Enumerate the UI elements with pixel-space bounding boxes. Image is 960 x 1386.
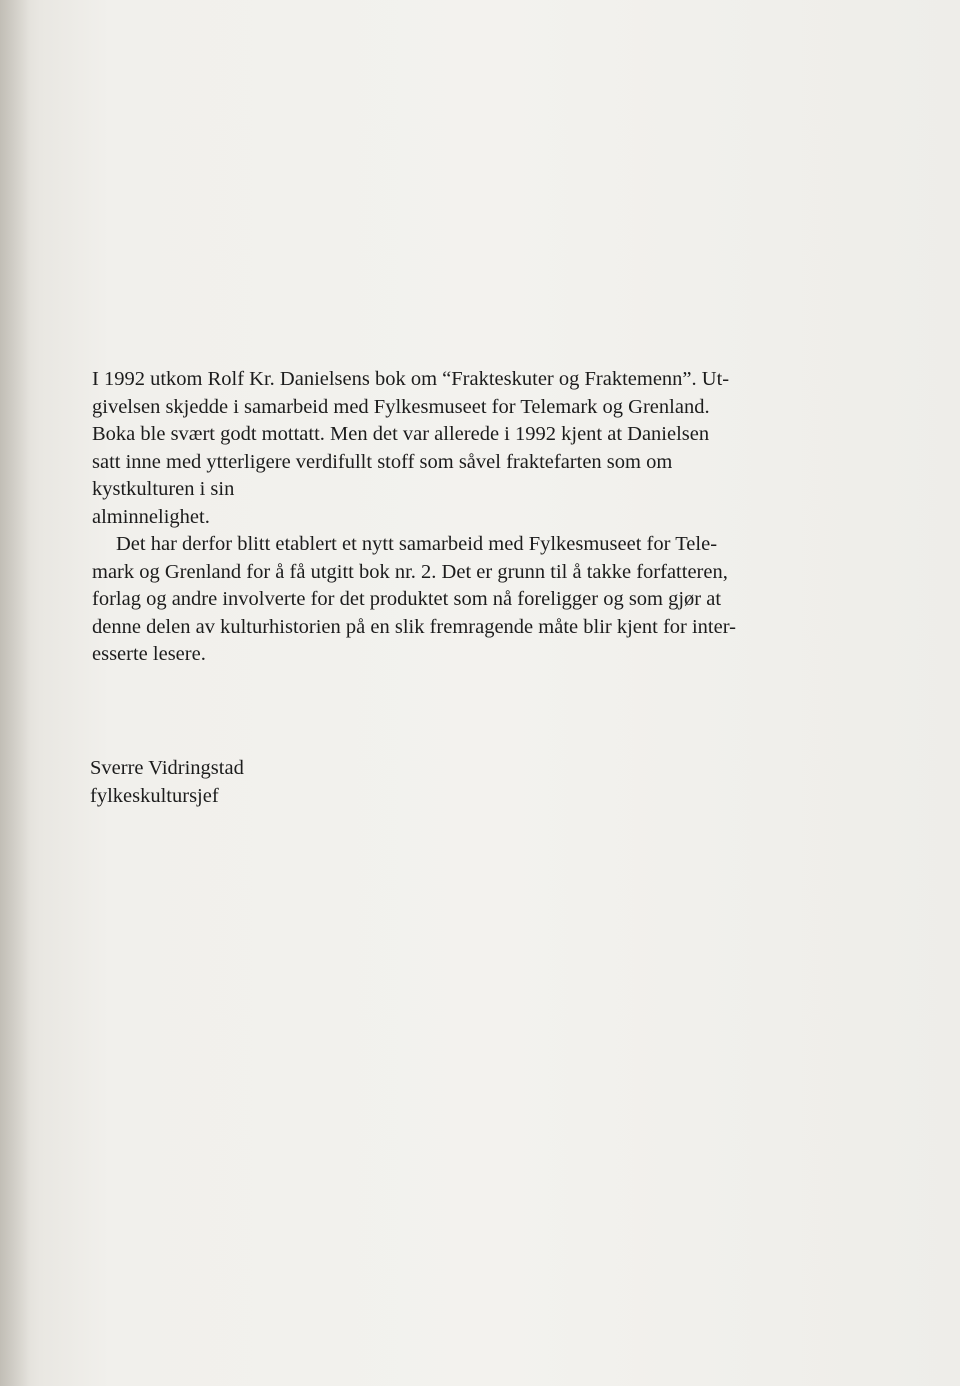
text-line: forlag og andre involverte for det produktet som nå foreligger og som gjør at [92,588,722,610]
text-line: denne delen av kulturhistorien på en slik fremragende måte blir kjent for inter- [92,615,736,638]
text-line: alminnelighet. [92,505,210,528]
signatory-name: Sverre Vidringstad [90,757,244,779]
text-line: satt inne med ytterligere verdifullt stoff som såvel fraktefarten som om [92,450,673,473]
paragraph-2 [92,531,828,669]
text-line: esserte lesere. [92,643,206,665]
text-line: I 1992 utkom Rolf Kr. Danielsens bok om “Frakteskuter og Fraktemenn”. Ut- [92,368,730,390]
text-line: mark og Grenland for å få utgitt bok nr. 2. Det er grunn til å takke forfatteren, [92,560,728,583]
paragraph-1 [92,366,828,531]
page-gutter-shadow [0,0,30,1386]
text-line: Det har derfor blitt etablert et nytt samarbeid med Fylkesmuseet for Tele- [116,533,718,555]
signature-block [90,755,390,810]
text-line: Boka ble svært godt mottatt. Men det var allerede i 1992 kjent at Danielsen [92,423,710,445]
text-line: kystkulturen i sin [92,478,235,500]
signatory-title: fylkeskultursjef [90,784,219,807]
text-line: givelsen skjedde i samarbeid med Fylkesmuseet for Telemark og Grenland. [92,395,710,418]
foreword-body [92,366,828,669]
